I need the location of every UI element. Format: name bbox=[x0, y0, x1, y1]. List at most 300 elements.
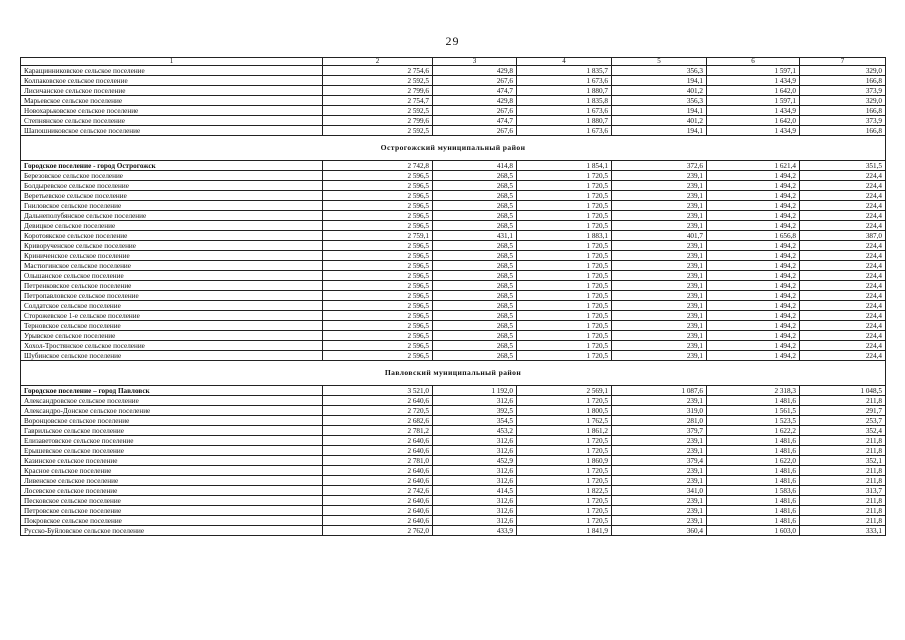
table-row bbox=[21, 321, 886, 331]
value-cell-col4: 1 673,6 bbox=[517, 126, 612, 136]
value-cell-col7: 224,4 bbox=[800, 351, 886, 361]
value-cell-col3: 431,1 bbox=[433, 231, 517, 241]
table-row bbox=[21, 426, 886, 436]
table-row bbox=[21, 86, 886, 96]
value-cell-col7: 211,8 bbox=[800, 516, 886, 526]
value-cell-col4: 1 720,5 bbox=[517, 171, 612, 181]
column-header: 5 bbox=[612, 58, 707, 66]
value-cell-col2: 2 720,5 bbox=[323, 406, 433, 416]
value-cell-col5: 239,1 bbox=[612, 181, 707, 191]
table-row bbox=[21, 416, 886, 426]
value-cell-col7: 224,4 bbox=[800, 241, 886, 251]
value-cell-col2: 2 799,6 bbox=[323, 116, 433, 126]
value-cell-col3: 392,5 bbox=[433, 406, 517, 416]
settlement-name: Городское поселение - город Острогожск bbox=[21, 161, 323, 171]
value-cell-col6: 1 561,5 bbox=[707, 406, 800, 416]
settlement-name: Елизаветовское сельское поселение bbox=[21, 436, 323, 446]
column-header: 4 bbox=[517, 58, 612, 66]
table-row bbox=[21, 76, 886, 86]
value-cell-col2: 2 754,6 bbox=[323, 66, 433, 76]
settlement-name: Городское поселение – город Павловск bbox=[21, 386, 323, 396]
value-cell-col3: 268,5 bbox=[433, 341, 517, 351]
value-cell-col7: 166,8 bbox=[800, 106, 886, 116]
value-cell-col7: 253,7 bbox=[800, 416, 886, 426]
value-cell-col2: 2 762,0 bbox=[323, 526, 433, 536]
value-cell-col7: 211,8 bbox=[800, 506, 886, 516]
value-cell-col7: 224,4 bbox=[800, 191, 886, 201]
value-cell-col7: 224,4 bbox=[800, 341, 886, 351]
value-cell-col7: 224,4 bbox=[800, 221, 886, 231]
column-header: 1 bbox=[21, 58, 323, 66]
value-cell-col6: 1 597,1 bbox=[707, 66, 800, 76]
value-cell-col4: 1 720,5 bbox=[517, 191, 612, 201]
value-cell-col7: 351,5 bbox=[800, 161, 886, 171]
value-cell-col4: 1 673,6 bbox=[517, 76, 612, 86]
table-row bbox=[21, 116, 886, 126]
value-cell-col4: 1 720,5 bbox=[517, 321, 612, 331]
value-cell-col2: 2 596,5 bbox=[323, 341, 433, 351]
value-cell-col7: 224,4 bbox=[800, 281, 886, 291]
value-cell-col6: 1 494,2 bbox=[707, 301, 800, 311]
table-row bbox=[21, 526, 886, 536]
settlement-name: Криниченское сельское поселение bbox=[21, 251, 323, 261]
value-cell-col2: 2 781,2 bbox=[323, 426, 433, 436]
table-body bbox=[21, 58, 886, 536]
value-cell-col2: 2 640,6 bbox=[323, 516, 433, 526]
value-cell-col6: 1 434,9 bbox=[707, 106, 800, 116]
value-cell-col3: 429,8 bbox=[433, 96, 517, 106]
value-cell-col7: 224,4 bbox=[800, 311, 886, 321]
section-title: Павловский муниципальный район bbox=[21, 361, 886, 386]
table-row bbox=[21, 406, 886, 416]
value-cell-col2: 2 596,5 bbox=[323, 301, 433, 311]
value-cell-col6: 1 642,0 bbox=[707, 86, 800, 96]
value-cell-col5: 239,1 bbox=[612, 466, 707, 476]
table-row bbox=[21, 386, 886, 396]
table-row bbox=[21, 496, 886, 506]
settlement-name: Песковское сельское поселение bbox=[21, 496, 323, 506]
settlement-name: Колпаковское сельское поселение bbox=[21, 76, 323, 86]
value-cell-col2: 2 596,5 bbox=[323, 241, 433, 251]
value-cell-col3: 268,5 bbox=[433, 351, 517, 361]
value-cell-col3: 267,6 bbox=[433, 106, 517, 116]
value-cell-col5: 319,0 bbox=[612, 406, 707, 416]
value-cell-col6: 1 481,6 bbox=[707, 476, 800, 486]
table-row bbox=[21, 456, 886, 466]
value-cell-col6: 1 481,6 bbox=[707, 516, 800, 526]
value-cell-col7: 387,0 bbox=[800, 231, 886, 241]
table-row bbox=[21, 66, 886, 76]
settlement-name: Шубинское сельское поселение bbox=[21, 351, 323, 361]
value-cell-col3: 433,9 bbox=[433, 526, 517, 536]
value-cell-col6: 1 583,6 bbox=[707, 486, 800, 496]
value-cell-col5: 372,6 bbox=[612, 161, 707, 171]
value-cell-col3: 267,6 bbox=[433, 126, 517, 136]
value-cell-col2: 2 742,6 bbox=[323, 486, 433, 496]
value-cell-col3: 268,5 bbox=[433, 321, 517, 331]
value-cell-col7: 224,4 bbox=[800, 181, 886, 191]
value-cell-col4: 1 880,7 bbox=[517, 86, 612, 96]
value-cell-col7: 224,4 bbox=[800, 251, 886, 261]
settlement-name: Урывское сельское поселение bbox=[21, 331, 323, 341]
value-cell-col5: 239,1 bbox=[612, 221, 707, 231]
value-cell-col7: 224,4 bbox=[800, 261, 886, 271]
value-cell-col5: 379,4 bbox=[612, 456, 707, 466]
value-cell-col4: 1 720,5 bbox=[517, 506, 612, 516]
value-cell-col3: 414,5 bbox=[433, 486, 517, 496]
value-cell-col4: 1 720,5 bbox=[517, 351, 612, 361]
value-cell-col7: 313,7 bbox=[800, 486, 886, 496]
value-cell-col4: 1 800,5 bbox=[517, 406, 612, 416]
value-cell-col6: 1 622,0 bbox=[707, 456, 800, 466]
value-cell-col3: 268,5 bbox=[433, 281, 517, 291]
settlement-name: Русско-Буйловское сельское поселение bbox=[21, 526, 323, 536]
value-cell-col4: 1 720,5 bbox=[517, 446, 612, 456]
value-cell-col2: 2 799,6 bbox=[323, 86, 433, 96]
value-cell-col3: 453,2 bbox=[433, 426, 517, 436]
value-cell-col7: 291,7 bbox=[800, 406, 886, 416]
value-cell-col5: 239,1 bbox=[612, 291, 707, 301]
value-cell-col6: 1 494,2 bbox=[707, 281, 800, 291]
value-cell-col6: 1 656,8 bbox=[707, 231, 800, 241]
value-cell-col7: 224,4 bbox=[800, 271, 886, 281]
value-cell-col5: 401,2 bbox=[612, 116, 707, 126]
value-cell-col6: 1 481,6 bbox=[707, 396, 800, 406]
value-cell-col3: 312,6 bbox=[433, 506, 517, 516]
settlement-name: Александро-Донское сельское поселение bbox=[21, 406, 323, 416]
settlement-name: Красное сельское поселение bbox=[21, 466, 323, 476]
value-cell-col3: 312,6 bbox=[433, 396, 517, 406]
value-cell-col6: 1 494,2 bbox=[707, 201, 800, 211]
value-cell-col5: 401,7 bbox=[612, 231, 707, 241]
table-row bbox=[21, 506, 886, 516]
value-cell-col5: 379,7 bbox=[612, 426, 707, 436]
table-row bbox=[21, 211, 886, 221]
settlement-name: Березовское сельское поселение bbox=[21, 171, 323, 181]
value-cell-col6: 1 434,9 bbox=[707, 126, 800, 136]
value-cell-col3: 474,7 bbox=[433, 116, 517, 126]
value-cell-col4: 1 854,1 bbox=[517, 161, 612, 171]
value-cell-col5: 239,1 bbox=[612, 311, 707, 321]
settlement-name: Сторожевское 1-е сельское поселение bbox=[21, 311, 323, 321]
value-cell-col5: 239,1 bbox=[612, 191, 707, 201]
value-cell-col4: 1 860,9 bbox=[517, 456, 612, 466]
value-cell-col7: 224,4 bbox=[800, 201, 886, 211]
value-cell-col6: 1 494,2 bbox=[707, 291, 800, 301]
value-cell-col6: 1 494,2 bbox=[707, 321, 800, 331]
value-cell-col2: 2 640,6 bbox=[323, 446, 433, 456]
column-header: 6 bbox=[707, 58, 800, 66]
value-cell-col3: 268,5 bbox=[433, 191, 517, 201]
value-cell-col3: 268,5 bbox=[433, 241, 517, 251]
value-cell-col6: 1 494,2 bbox=[707, 341, 800, 351]
value-cell-col3: 414,8 bbox=[433, 161, 517, 171]
value-cell-col5: 356,3 bbox=[612, 96, 707, 106]
value-cell-col2: 2 742,8 bbox=[323, 161, 433, 171]
value-cell-col4: 1 720,5 bbox=[517, 181, 612, 191]
settlement-name: Гниловское сельское поселение bbox=[21, 201, 323, 211]
value-cell-col3: 452,9 bbox=[433, 456, 517, 466]
value-cell-col5: 239,1 bbox=[612, 211, 707, 221]
value-cell-col5: 401,2 bbox=[612, 86, 707, 96]
table-row bbox=[21, 396, 886, 406]
value-cell-col7: 224,4 bbox=[800, 321, 886, 331]
table-row bbox=[21, 466, 886, 476]
value-cell-col6: 1 523,5 bbox=[707, 416, 800, 426]
value-cell-col3: 268,5 bbox=[433, 211, 517, 221]
value-cell-col6: 1 434,9 bbox=[707, 76, 800, 86]
value-cell-col7: 373,9 bbox=[800, 116, 886, 126]
value-cell-col3: 268,5 bbox=[433, 261, 517, 271]
value-cell-col5: 239,1 bbox=[612, 261, 707, 271]
value-cell-col3: 268,5 bbox=[433, 311, 517, 321]
settlement-name: Хохол-Тростянское сельское поселение bbox=[21, 341, 323, 351]
column-header: 3 bbox=[433, 58, 517, 66]
value-cell-col2: 2 682,6 bbox=[323, 416, 433, 426]
value-cell-col7: 224,4 bbox=[800, 171, 886, 181]
data-table bbox=[20, 57, 886, 536]
settlement-name: Веретьевское сельское поселение bbox=[21, 191, 323, 201]
value-cell-col2: 2 596,5 bbox=[323, 191, 433, 201]
table-row bbox=[21, 476, 886, 486]
value-cell-col7: 224,4 bbox=[800, 331, 886, 341]
value-cell-col6: 1 481,6 bbox=[707, 496, 800, 506]
value-cell-col4: 1 720,5 bbox=[517, 201, 612, 211]
settlement-name: Лосевское сельское поселение bbox=[21, 486, 323, 496]
value-cell-col5: 239,1 bbox=[612, 281, 707, 291]
value-cell-col4: 1 720,5 bbox=[517, 271, 612, 281]
value-cell-col2: 3 521,0 bbox=[323, 386, 433, 396]
value-cell-col4: 1 720,5 bbox=[517, 496, 612, 506]
value-cell-col6: 1 481,6 bbox=[707, 506, 800, 516]
value-cell-col7: 352,1 bbox=[800, 456, 886, 466]
page-number: 29 bbox=[445, 34, 460, 48]
value-cell-col2: 2 754,7 bbox=[323, 96, 433, 106]
settlement-name: Петровское сельское поселение bbox=[21, 506, 323, 516]
value-cell-col6: 1 481,6 bbox=[707, 466, 800, 476]
value-cell-col2: 2 596,5 bbox=[323, 181, 433, 191]
value-cell-col3: 267,6 bbox=[433, 76, 517, 86]
value-cell-col4: 1 880,7 bbox=[517, 116, 612, 126]
settlement-name: Терновское сельское поселение bbox=[21, 321, 323, 331]
table-row bbox=[21, 261, 886, 271]
value-cell-col3: 312,6 bbox=[433, 446, 517, 456]
value-cell-col3: 268,5 bbox=[433, 201, 517, 211]
settlement-name: Казинское сельское поселение bbox=[21, 456, 323, 466]
value-cell-col5: 1 087,6 bbox=[612, 386, 707, 396]
value-cell-col4: 1 720,5 bbox=[517, 261, 612, 271]
value-cell-col3: 312,6 bbox=[433, 516, 517, 526]
value-cell-col5: 239,1 bbox=[612, 241, 707, 251]
settlement-name: Каращинниковское сельское поселение bbox=[21, 66, 323, 76]
value-cell-col5: 239,1 bbox=[612, 436, 707, 446]
value-cell-col7: 166,8 bbox=[800, 76, 886, 86]
settlement-name: Болдыревское сельское поселение bbox=[21, 181, 323, 191]
value-cell-col5: 239,1 bbox=[612, 506, 707, 516]
table-row bbox=[21, 96, 886, 106]
settlement-name: Криворученское сельское поселение bbox=[21, 241, 323, 251]
value-cell-col2: 2 592,5 bbox=[323, 106, 433, 116]
value-cell-col5: 194,1 bbox=[612, 106, 707, 116]
settlement-name: Лисичанское сельское поселение bbox=[21, 86, 323, 96]
value-cell-col4: 1 720,5 bbox=[517, 251, 612, 261]
value-cell-col6: 1 494,2 bbox=[707, 171, 800, 181]
value-cell-col3: 312,6 bbox=[433, 476, 517, 486]
value-cell-col4: 1 822,5 bbox=[517, 486, 612, 496]
table-row bbox=[21, 301, 886, 311]
value-cell-col5: 239,1 bbox=[612, 271, 707, 281]
value-cell-col6: 1 494,2 bbox=[707, 261, 800, 271]
settlement-name: Дальнеполубянское сельское поселение bbox=[21, 211, 323, 221]
value-cell-col2: 2 596,5 bbox=[323, 221, 433, 231]
value-cell-col7: 211,8 bbox=[800, 476, 886, 486]
value-cell-col7: 211,8 bbox=[800, 466, 886, 476]
settlement-name: Девицкое сельское поселение bbox=[21, 221, 323, 231]
value-cell-col3: 354,5 bbox=[433, 416, 517, 426]
value-cell-col6: 1 481,6 bbox=[707, 436, 800, 446]
settlement-name: Коротоякское сельское поселение bbox=[21, 231, 323, 241]
value-cell-col5: 281,0 bbox=[612, 416, 707, 426]
value-cell-col4: 1 720,5 bbox=[517, 301, 612, 311]
value-cell-col7: 329,0 bbox=[800, 66, 886, 76]
value-cell-col4: 1 720,5 bbox=[517, 396, 612, 406]
settlement-name: Ерышевское сельское поселение bbox=[21, 446, 323, 456]
value-cell-col2: 2 592,5 bbox=[323, 126, 433, 136]
value-cell-col6: 1 494,2 bbox=[707, 331, 800, 341]
value-cell-col4: 1 720,5 bbox=[517, 436, 612, 446]
value-cell-col5: 239,1 bbox=[612, 331, 707, 341]
table-row bbox=[21, 106, 886, 116]
value-cell-col4: 1 861,2 bbox=[517, 426, 612, 436]
table-row bbox=[21, 191, 886, 201]
settlement-name: Солдатское сельское поселение bbox=[21, 301, 323, 311]
value-cell-col7: 224,4 bbox=[800, 211, 886, 221]
value-cell-col2: 2 640,6 bbox=[323, 506, 433, 516]
section-row bbox=[21, 361, 886, 386]
value-cell-col2: 2 596,5 bbox=[323, 271, 433, 281]
value-cell-col2: 2 592,5 bbox=[323, 76, 433, 86]
value-cell-col2: 2 596,5 bbox=[323, 331, 433, 341]
settlement-name: Мастюгинское сельское поселение bbox=[21, 261, 323, 271]
table-row bbox=[21, 311, 886, 321]
value-cell-col7: 224,4 bbox=[800, 301, 886, 311]
settlement-name: Петропавловское сельское поселение bbox=[21, 291, 323, 301]
table-row bbox=[21, 291, 886, 301]
table-row bbox=[21, 161, 886, 171]
value-cell-col3: 268,5 bbox=[433, 291, 517, 301]
value-cell-col4: 1 835,7 bbox=[517, 66, 612, 76]
value-cell-col4: 1 762,5 bbox=[517, 416, 612, 426]
value-cell-col7: 333,1 bbox=[800, 526, 886, 536]
header-row bbox=[21, 58, 886, 66]
value-cell-col4: 1 720,5 bbox=[517, 281, 612, 291]
value-cell-col2: 2 640,6 bbox=[323, 466, 433, 476]
value-cell-col5: 239,1 bbox=[612, 496, 707, 506]
value-cell-col4: 1 720,5 bbox=[517, 476, 612, 486]
value-cell-col3: 312,6 bbox=[433, 466, 517, 476]
value-cell-col4: 1 720,5 bbox=[517, 211, 612, 221]
value-cell-col6: 1 481,6 bbox=[707, 446, 800, 456]
settlement-name: Ольшанское сельское поселение bbox=[21, 271, 323, 281]
table-row bbox=[21, 446, 886, 456]
value-cell-col4: 1 720,5 bbox=[517, 221, 612, 231]
value-cell-col7: 211,8 bbox=[800, 446, 886, 456]
value-cell-col4: 1 720,5 bbox=[517, 466, 612, 476]
value-cell-col7: 329,0 bbox=[800, 96, 886, 106]
value-cell-col2: 2 596,5 bbox=[323, 251, 433, 261]
table-row bbox=[21, 341, 886, 351]
value-cell-col4: 1 720,5 bbox=[517, 331, 612, 341]
table-row bbox=[21, 231, 886, 241]
value-cell-col2: 2 596,5 bbox=[323, 291, 433, 301]
table-row bbox=[21, 516, 886, 526]
column-header: 2 bbox=[323, 58, 433, 66]
value-cell-col6: 1 494,2 bbox=[707, 271, 800, 281]
value-cell-col6: 1 597,1 bbox=[707, 96, 800, 106]
value-cell-col3: 474,7 bbox=[433, 86, 517, 96]
value-cell-col4: 1 841,9 bbox=[517, 526, 612, 536]
table-row bbox=[21, 436, 886, 446]
table-row bbox=[21, 171, 886, 181]
value-cell-col5: 341,0 bbox=[612, 486, 707, 496]
value-cell-col3: 268,5 bbox=[433, 221, 517, 231]
value-cell-col2: 2 596,5 bbox=[323, 281, 433, 291]
value-cell-col6: 1 494,2 bbox=[707, 221, 800, 231]
value-cell-col7: 211,8 bbox=[800, 436, 886, 446]
table-row bbox=[21, 351, 886, 361]
settlement-name: Гаврильское сельское поселение bbox=[21, 426, 323, 436]
value-cell-col5: 194,1 bbox=[612, 126, 707, 136]
value-cell-col7: 1 048,5 bbox=[800, 386, 886, 396]
value-cell-col3: 312,6 bbox=[433, 436, 517, 446]
value-cell-col2: 2 596,5 bbox=[323, 261, 433, 271]
value-cell-col5: 356,3 bbox=[612, 66, 707, 76]
value-cell-col2: 2 759,1 bbox=[323, 231, 433, 241]
value-cell-col2: 2 596,5 bbox=[323, 351, 433, 361]
value-cell-col6: 1 494,2 bbox=[707, 251, 800, 261]
value-cell-col6: 1 603,0 bbox=[707, 526, 800, 536]
value-cell-col7: 166,8 bbox=[800, 126, 886, 136]
value-cell-col2: 2 596,5 bbox=[323, 321, 433, 331]
value-cell-col7: 224,4 bbox=[800, 291, 886, 301]
value-cell-col4: 1 883,1 bbox=[517, 231, 612, 241]
value-cell-col6: 1 494,2 bbox=[707, 181, 800, 191]
table-row bbox=[21, 221, 886, 231]
value-cell-col6: 2 318,3 bbox=[707, 386, 800, 396]
value-cell-col2: 2 781,0 bbox=[323, 456, 433, 466]
settlement-name: Воронцовское сельское поселение bbox=[21, 416, 323, 426]
value-cell-col6: 1 642,0 bbox=[707, 116, 800, 126]
table-row bbox=[21, 241, 886, 251]
settlement-name: Марьевское сельское поселение bbox=[21, 96, 323, 106]
value-cell-col4: 1 720,5 bbox=[517, 291, 612, 301]
table-row bbox=[21, 281, 886, 291]
settlement-name: Степнянское сельское поселение bbox=[21, 116, 323, 126]
value-cell-col5: 194,1 bbox=[612, 76, 707, 86]
value-cell-col2: 2 596,5 bbox=[323, 311, 433, 321]
value-cell-col4: 1 835,8 bbox=[517, 96, 612, 106]
value-cell-col7: 211,8 bbox=[800, 496, 886, 506]
value-cell-col5: 239,1 bbox=[612, 351, 707, 361]
settlement-name: Новохарьковское сельское поселение bbox=[21, 106, 323, 116]
value-cell-col4: 2 569,1 bbox=[517, 386, 612, 396]
section-row bbox=[21, 136, 886, 161]
value-cell-col5: 360,4 bbox=[612, 526, 707, 536]
value-cell-col5: 239,1 bbox=[612, 341, 707, 351]
table-row bbox=[21, 486, 886, 496]
value-cell-col4: 1 720,5 bbox=[517, 311, 612, 321]
value-cell-col3: 268,5 bbox=[433, 171, 517, 181]
